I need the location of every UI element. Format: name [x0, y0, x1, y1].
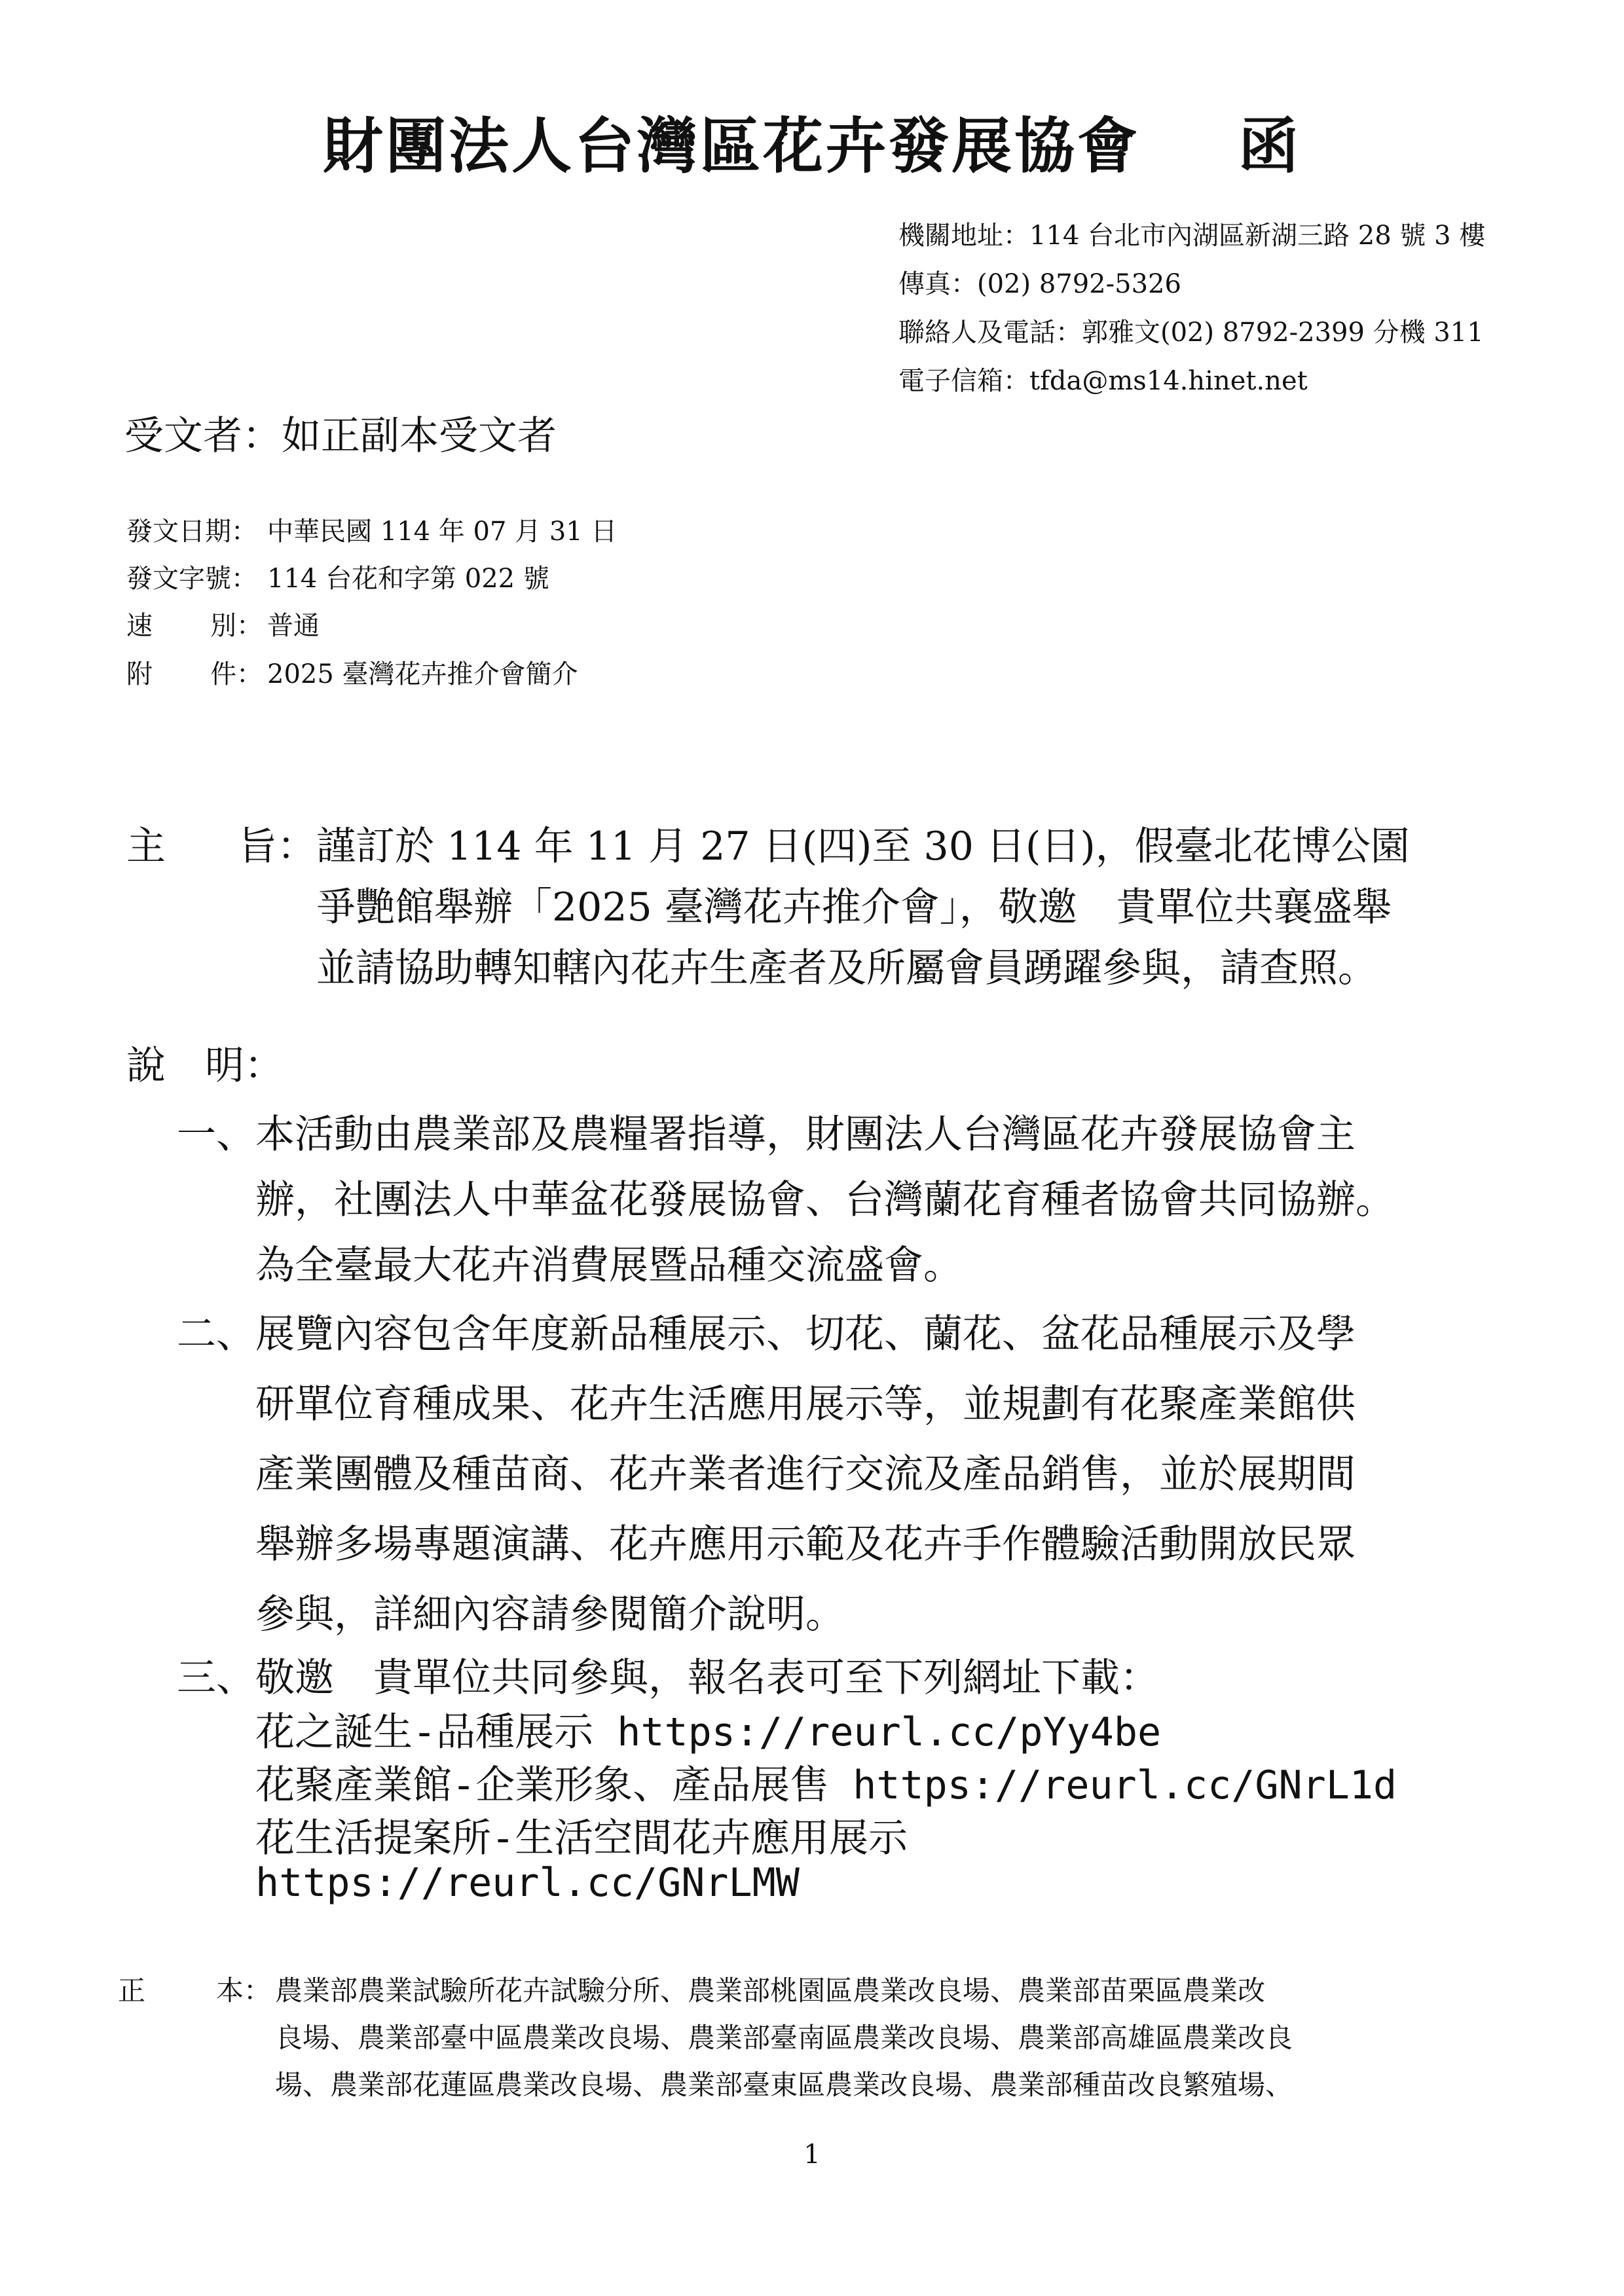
- item3-line-1: 三、敬邀 貴單位共同參與，報名表可至下列網址下載：: [177, 1655, 1159, 1701]
- distribution-label: [118, 1969, 271, 2009]
- item1-line-2: 辦，社團法人中華盆花發展協會、台灣蘭花育種者協會共同協辦。: [255, 1177, 1395, 1223]
- distribution-line-3: 場、農業部花蓮區農業改良場、農業部臺東區農業改良場、農業部種苗改良繁殖場、: [275, 2069, 1293, 2101]
- issue-date: [126, 511, 617, 548]
- item2-line-2: 研單位育種成果、花卉生活應用展示等，並規劃有花聚產業館供: [255, 1381, 1356, 1427]
- issue-date-label: 發文日期：: [126, 517, 257, 547]
- issue-date-value: 中華民國 114 年 07 月 31 日: [267, 517, 618, 547]
- distribution-line-1: 農業部農業試驗所花卉試驗分所、農業部桃園區農業改良場、農業部苗栗區農業改: [275, 1975, 1266, 2007]
- subject-label-b: 旨：: [238, 824, 316, 869]
- item2-line-4: 舉辦多場專題演講、花卉應用示範及花卉手作體驗活動開放民眾: [255, 1522, 1356, 1567]
- attach-value: 2025 臺灣花卉推介會簡介: [267, 659, 578, 689]
- distribution-label-a: 正: [118, 1975, 146, 2007]
- explanation-label: 說 明：: [126, 1043, 284, 1089]
- subject-label: [126, 815, 316, 871]
- attach-label-b: 件：: [210, 659, 263, 689]
- speed: [126, 605, 320, 642]
- link-flower-birth: 花之誕生-品種展示 https://reurl.cc/pYy4be: [255, 1709, 1162, 1755]
- link-life-proposal-url: https://reurl.cc/GNrLMW: [255, 1860, 800, 1906]
- contact-email: 電子信箱：tfda@ms14.hinet.net: [898, 366, 1308, 396]
- issue-number-value: 114 台花和字第 022 號: [267, 564, 549, 594]
- contact-fax: 傳真：(02) 8792-5326: [898, 269, 1181, 299]
- item2-line-3: 產業團體及種苗商、花卉業者進行交流及產品銷售，並於展期間: [255, 1451, 1356, 1497]
- subject-line-3: 並請協助轉知轄內花卉生產者及所屬會員踴躍參與，請查照。: [316, 945, 1377, 991]
- title-main: 財團法人台灣區花卉發展協會: [322, 111, 1140, 181]
- subject-line-1: 謹訂於 114 年 11 月 27 日(四)至 30 日(日)，假臺北花博公園: [316, 824, 1410, 869]
- issue-number: [126, 558, 549, 595]
- recipient: 受文者：如正副本受文者: [124, 413, 557, 459]
- attachment: [126, 653, 578, 691]
- link-life-proposal-text: 花生活提案所-生活空間花卉應用展示: [255, 1815, 908, 1861]
- distribution-line-2: 良場、農業部臺中區農業改良場、農業部臺南區農業改良場、農業部高雄區農業改良: [275, 2022, 1293, 2054]
- speed-label-b: 別：: [210, 611, 263, 641]
- item2-line-5: 參與，詳細內容請參閱簡介說明。: [255, 1592, 845, 1637]
- item1-line-1: 一、本活動由農業部及農糧署指導，財團法人台灣區花卉發展協會主: [177, 1112, 1356, 1157]
- attach-label-a: 附: [126, 659, 153, 689]
- contact-address: 機關地址：114 台北市內湖區新湖三路 28 號 3 樓: [898, 221, 1486, 251]
- subject-label-a: 主: [126, 824, 166, 869]
- speed-label-a: 速: [126, 611, 153, 641]
- distribution-label-b: 本：: [216, 1975, 272, 2007]
- title-suffix: 函: [1238, 111, 1302, 181]
- document-title: [0, 98, 1624, 185]
- item1-line-3: 為全臺最大花卉消費展暨品種交流盛會。: [255, 1243, 963, 1288]
- item2-line-1: 二、展覽內容包含年度新品種展示、切花、蘭花、盆花品種展示及學: [177, 1311, 1356, 1357]
- link-industry-hall: 花聚產業館-企業形象、產品展售 https://reurl.cc/GNrL1d: [255, 1762, 1397, 1808]
- page-number: 1: [803, 2140, 821, 2170]
- issue-number-label: 發文字號：: [126, 564, 257, 594]
- speed-value: 普通: [267, 611, 320, 641]
- contact-person: 聯絡人及電話：郭雅文(02) 8792-2399 分機 311: [898, 318, 1484, 348]
- subject-line-2: 爭艷館舉辦「2025 臺灣花卉推介會」，敬邀 貴單位共襄盛舉: [316, 884, 1392, 930]
